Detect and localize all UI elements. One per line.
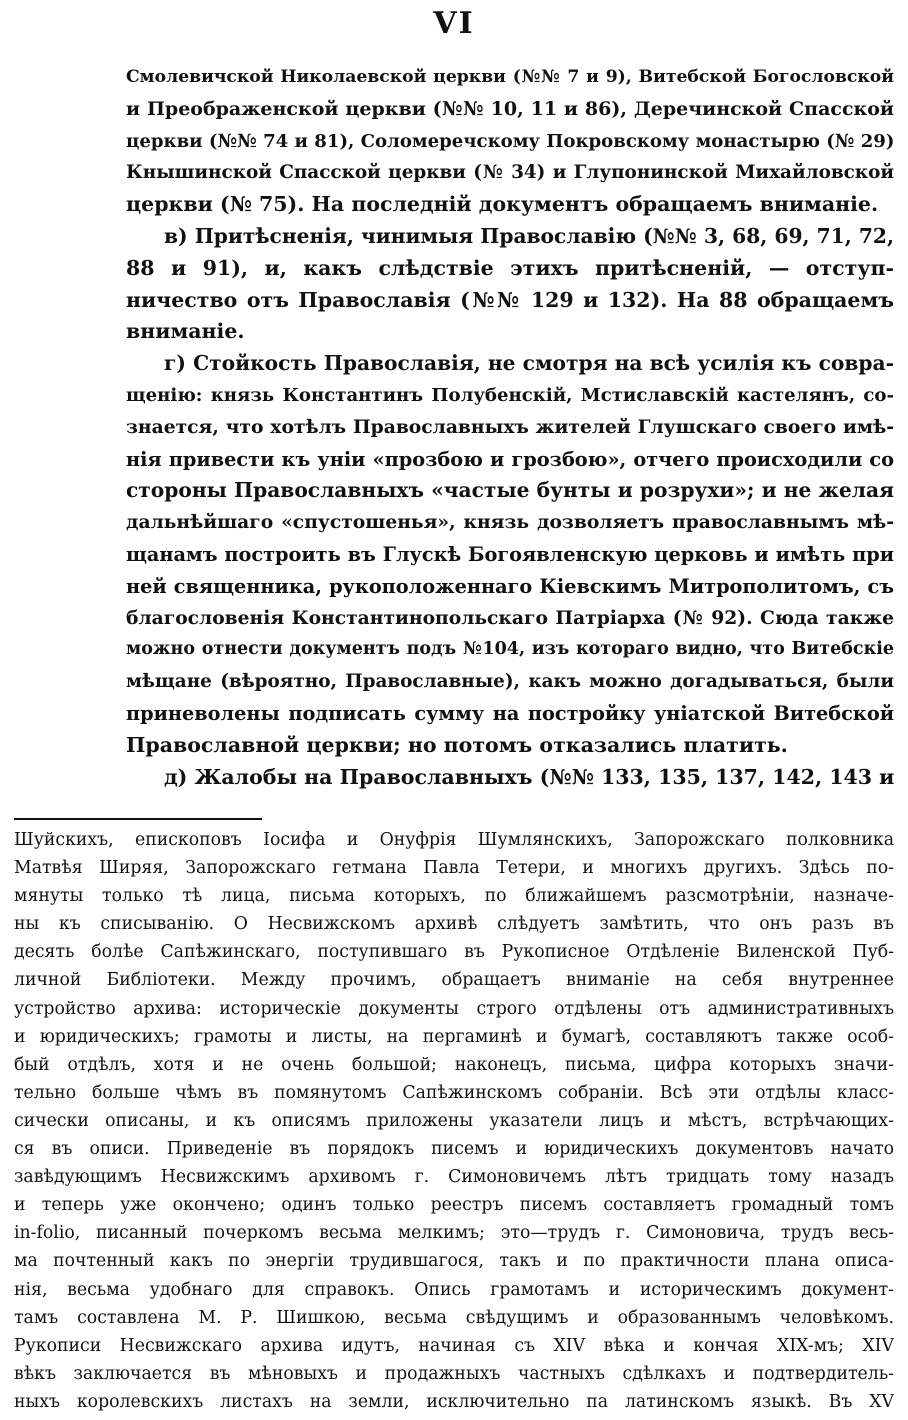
footnote-divider	[14, 818, 262, 820]
text-line: 88 и 91), и, какъ слѣдствіе этихъ притѣсненій, — отступ-	[126, 255, 894, 280]
footnote-line: нія, весьма удобнаго для справокъ. Опись грамотамъ и историческимъ документ-	[14, 1279, 894, 1300]
footnote-line: и теперь уже окончено; одинъ только реестръ писемъ составляетъ громадный томъ	[14, 1195, 894, 1216]
footnote-text	[14, 826, 894, 1416]
footnote-line: и юридическихъ; грамоты и листы, на пергаминѣ и бумагѣ, составляютъ также особ-	[14, 1026, 894, 1047]
footnote-line: Матвѣя Ширяя, Запорожскаго гетмана Павла Тетери, и многихъ другихъ. Здѣсь по-	[14, 858, 894, 879]
footnote-line: ныхъ королевскихъ листахъ на земли, исключительно па латинскомъ языкѣ. Въ XV	[14, 1391, 894, 1412]
footnote-line: ма почтенный какъ по энергіи трудившагося, такъ и по практичности плана описа-	[14, 1251, 894, 1272]
text-line: щенію: князь Константинъ Полубенскій, Мстиславскій кастелянъ, со-	[126, 384, 894, 406]
text-line: стороны Православныхъ «частые бунты и розрухи»; и не желая	[126, 478, 894, 503]
footnote-line: мянуты только тѣ лица, письма которыхъ, по ближайшемъ разсмотрѣніи, назначе-	[14, 886, 894, 907]
text-line: Смолевичской Николаевской церкви (№№ 7 и 9), Витебской Богословской	[126, 67, 894, 87]
text-line: д) Жалобы на Православныхъ (№№ 133, 135, 137, 142, 143 и	[164, 764, 894, 789]
footnote-line: ны къ списыванію. О Несвижскомъ архивѣ слѣдуетъ замѣтить, что онъ разъ въ	[14, 914, 894, 935]
text-line: вниманіе.	[126, 319, 245, 344]
footnote-line: десять болѣе Сапѣжинскаго, поступившаго въ Рукописное Отдѣленіе Виленской Пуб-	[14, 942, 894, 963]
text-line: и Преображенской церкви (№№ 10, 11 и 86), Деречинской Спасской	[126, 97, 894, 120]
footnote-line: сически описаны, и къ описямъ приложены указатели лицъ и мѣстъ, встрѣчающих-	[14, 1110, 894, 1131]
text-line: приневолены подписать сумму на постройку уніатской Витебской	[126, 701, 894, 725]
text-line: г) Стойкость Православія, не смотря на всѣ усилія къ совра-	[164, 351, 894, 376]
footnote-line: завѣдующимъ Несвижскимъ архивомъ г. Симоновичемъ лѣтъ тридцать тому назадъ	[14, 1167, 894, 1188]
footnote-line: устройство архива: историческіе документы строго отдѣлены отъ административныхъ	[14, 998, 894, 1019]
text-line: Православной церкви; но потомъ отказались платить.	[126, 732, 788, 757]
text-line: знается, что хотѣлъ Православныхъ жителей Глушскаго своего имѣ-	[126, 415, 894, 438]
text-line: церкви (№№ 74 и 81), Соломеречскому Покровскому монастырю (№ 29)	[126, 130, 894, 152]
footnote-line: ся въ описи. Приведеніе въ порядокъ писемъ и юридическихъ документовъ начато	[14, 1139, 894, 1160]
text-line: ней священника, рукоположеннаго Кіевскимъ Митрополитомъ, съ	[126, 574, 894, 598]
main-text	[126, 62, 894, 793]
text-line: щанамъ построить въ Глускѣ Богоявленскую церковь и имѣть при	[126, 542, 894, 566]
footnote-line: Рукописи Несвижскаго архива идутъ, начиная съ XIV вѣка и кончая XIX-мъ; XIV	[14, 1335, 894, 1356]
text-line: Кнышинской Спасской церкви (№ 34) и Глупонинской Михайловской	[126, 162, 894, 184]
footnote-line: тамъ составлена М. Р. Шишкою, весьма свѣдущимъ и образованнымъ человѣкомъ.	[14, 1307, 894, 1328]
text-line: церкви (№ 75). На последній документъ обращаемъ вниманіе.	[126, 192, 879, 217]
footnote-line: in-folio, писанный почеркомъ весьма мелкимъ; это—трудъ г. Симоновича, трудъ весь-	[14, 1223, 894, 1244]
footnote-line: Шуйскихъ, епископовъ Іосифа и Онуфрія Шумлянскихъ, Запорожскаго полковника	[14, 830, 894, 850]
footnote-line: личной Библіотеки. Между прочимъ, обращаетъ вниманіе на себя внутреннее	[14, 970, 894, 991]
footnote-line: бый отдѣлъ, хотя и не очень большой; наконецъ, письма, цифра которыхъ значи-	[14, 1054, 894, 1075]
text-line: в) Притѣсненія, чинимыя Православію (№№ 3, 68, 69, 71, 72,	[164, 223, 894, 248]
text-line: можно отнести документъ подъ №104, изъ котораго видно, что Витебскіе	[126, 639, 894, 660]
footnote-line: тельно больше чѣмъ въ помянутомъ Сапѣжинскомъ собраніи. Всѣ эти отдѣлы класс-	[14, 1082, 894, 1103]
text-line: благословенія Константинопольскаго Патріарха (№ 92). Сюда также	[126, 606, 894, 629]
text-line: нія привести къ уніи «прозбою и грозбою», отчего происходили со	[126, 447, 894, 471]
footnote-line: вѣкъ заключается въ мѣновыхъ и продажныхъ частныхъ сдѣлкахъ и подтвердитель-	[14, 1363, 894, 1384]
page-number: VI	[433, 6, 475, 41]
text-line: ничество отъ Православія (№№ 129 и 132). На 88 обращаемъ	[126, 287, 894, 312]
text-line: дальнѣйшаго «спустошенья», князь дозволяетъ православнымъ мѣ-	[126, 511, 894, 534]
text-line: мѣщане (вѣроятно, Православные), какъ можно догадываться, были	[126, 671, 894, 693]
